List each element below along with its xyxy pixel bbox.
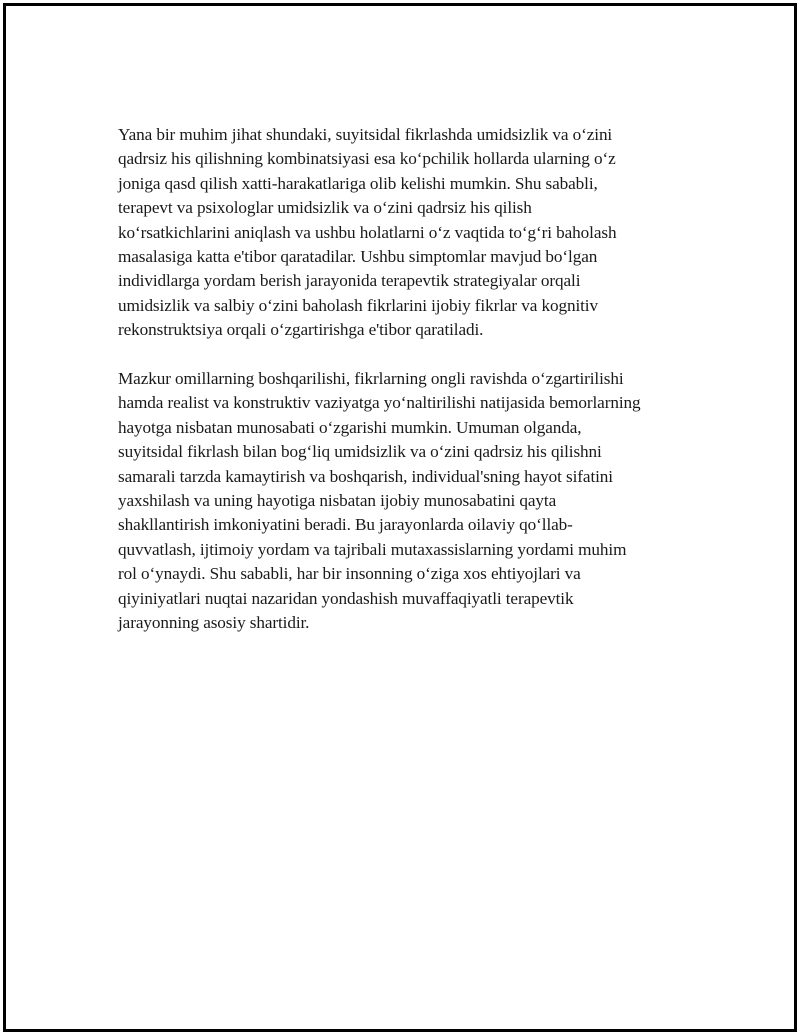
text-line: terapevt va psixologlar umidsizlik va oʻzini qadrsiz his qilish: [118, 198, 532, 218]
text-line: hamda realist va konstruktiv vaziyatga yoʻnaltirilishi natijasida bemorlarning: [118, 393, 641, 413]
paragraph-1: [118, 123, 698, 343]
text-line: shakllantirish imkoniyatini beradi. Bu jarayonlarda oilaviy qoʻllab-: [118, 515, 573, 535]
paragraph-2: [118, 367, 698, 635]
text-line: rekonstruktsiya orqali oʻzgartirishga e'tibor qaratiladi.: [118, 320, 484, 340]
text-line: koʻrsatkichlarini aniqlash va ushbu holatlarni oʻz vaqtida toʻgʻri baholash: [118, 222, 617, 242]
text-line: Mazkur omillarning boshqarilishi, fikrlarning ongli ravishda oʻzgartirilishi: [118, 369, 624, 389]
text-line: Yana bir muhim jihat shundaki, suyitsidal fikrlashda umidsizlik va oʻzini: [118, 125, 613, 144]
text-line: individlarga yordam berish jarayonida terapevtik strategiyalar orqali: [118, 271, 581, 291]
text-line: masalasiga katta e'tibor qaratadilar. Ushbu simptomlar mavjud boʻlgan: [118, 247, 598, 267]
text-line: hayotga nisbatan munosabati oʻzgarishi mumkin. Umuman olganda,: [118, 417, 582, 437]
text-line: qiyiniyatlari nuqtai nazaridan yondashish muvaffaqiyatli terapevtik: [118, 588, 574, 608]
page-frame: [3, 3, 797, 1032]
text-line: rol oʻynaydi. Shu sababli, har bir insonning oʻziga xos ehtiyojlari va: [118, 564, 581, 584]
text-line: quvvatlash, ijtimoiy yordam va tajribali mutaxassislarning yordami muhim: [118, 539, 627, 559]
text-line: samarali tarzda kamaytirish va boshqarish, individual'sning hayot sifatini: [118, 466, 613, 486]
text-line: suyitsidal fikrlash bilan bogʻliq umidsizlik va oʻzini qadrsiz his qilishni: [118, 442, 602, 462]
document-body: [118, 123, 698, 660]
text-line: jarayonning asosiy shartidir.: [118, 613, 310, 633]
text-line: umidsizlik va salbiy oʻzini baholash fikrlarini ijobiy fikrlar va kognitiv: [118, 295, 598, 315]
text-line: qadrsiz his qilishning kombinatsiyasi esa koʻpchilik hollarda ularning oʻz: [118, 149, 616, 169]
text-line: yaxshilash va uning hayotiga nisbatan ijobiy munosabatini qayta: [118, 491, 557, 511]
text-line: joniga qasd qilish xatti-harakatlariga olib kelishi mumkin. Shu sababli,: [118, 173, 598, 193]
